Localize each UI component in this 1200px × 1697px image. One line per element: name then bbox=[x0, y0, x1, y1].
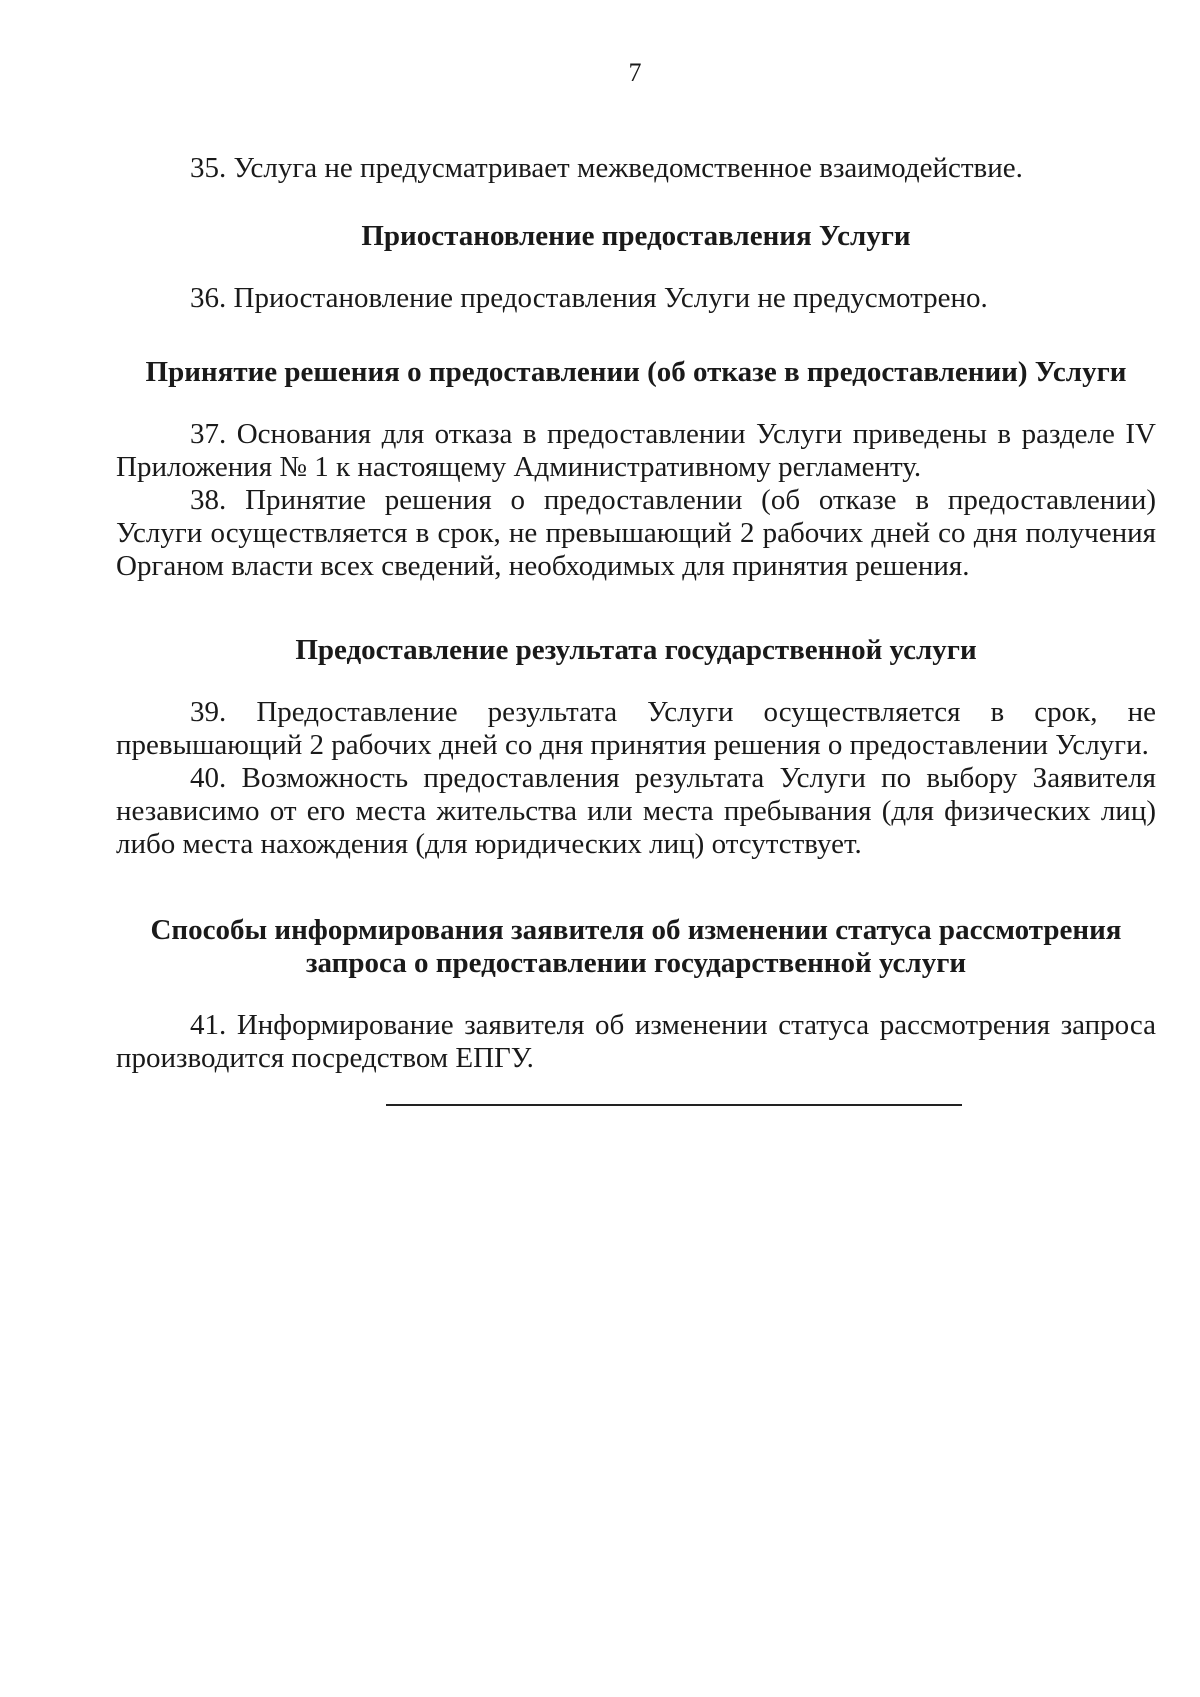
heading-inform-line-2: запроса о предоставлении государственной услуги bbox=[305, 947, 967, 979]
paragraph-37: 37. Основания для отказа в предоставлении Услуги приведены в разделе IV Приложения № 1 к настоящему Административному регламенту. bbox=[116, 418, 1156, 483]
paragraph-40: 40. Возможность предоставления результата Услуги по выбору Заявителя независимо от его места жительства или места пребывания (для физических лиц) либо места нахождения (для юридических лиц) отсутствует. bbox=[116, 762, 1156, 860]
document-body bbox=[116, 152, 1156, 1075]
page-number: 7 bbox=[628, 58, 642, 87]
paragraph-38: 38. Принятие решения о предоставлении (об отказе в предоставлении) Услуги осуществляется в срок, не превышающий 2 рабочих дней со дня получения Органом власти всех сведений, необходимых для принятия решения. bbox=[116, 484, 1156, 582]
heading-decision: Принятие решения о предоставлении (об отказе в предоставлении) Услуги bbox=[145, 356, 1127, 388]
heading-inform-line-1: Способы информирования заявителя об изменении статуса рассмотрения bbox=[150, 914, 1122, 946]
heading-inform bbox=[116, 914, 1156, 980]
end-divider-line bbox=[386, 1104, 962, 1106]
paragraph-35: 35. Услуга не предусматривает межведомственное взаимодействие. bbox=[190, 152, 1023, 184]
heading-result: Предоставление результата государственной услуги bbox=[295, 634, 977, 666]
paragraph-41: 41. Информирование заявителя об изменении статуса рассмотрения запроса производится посредством ЕПГУ. bbox=[116, 1009, 1156, 1074]
paragraph-36: 36. Приостановление предоставления Услуги не предусмотрено. bbox=[190, 282, 988, 314]
paragraph-39: 39. Предоставление результата Услуги осуществляется в срок, не превышающий 2 рабочих дней со дня принятия решения о предоставлении Услуги. bbox=[116, 696, 1156, 761]
heading-suspension: Приостановление предоставления Услуги bbox=[361, 220, 911, 252]
